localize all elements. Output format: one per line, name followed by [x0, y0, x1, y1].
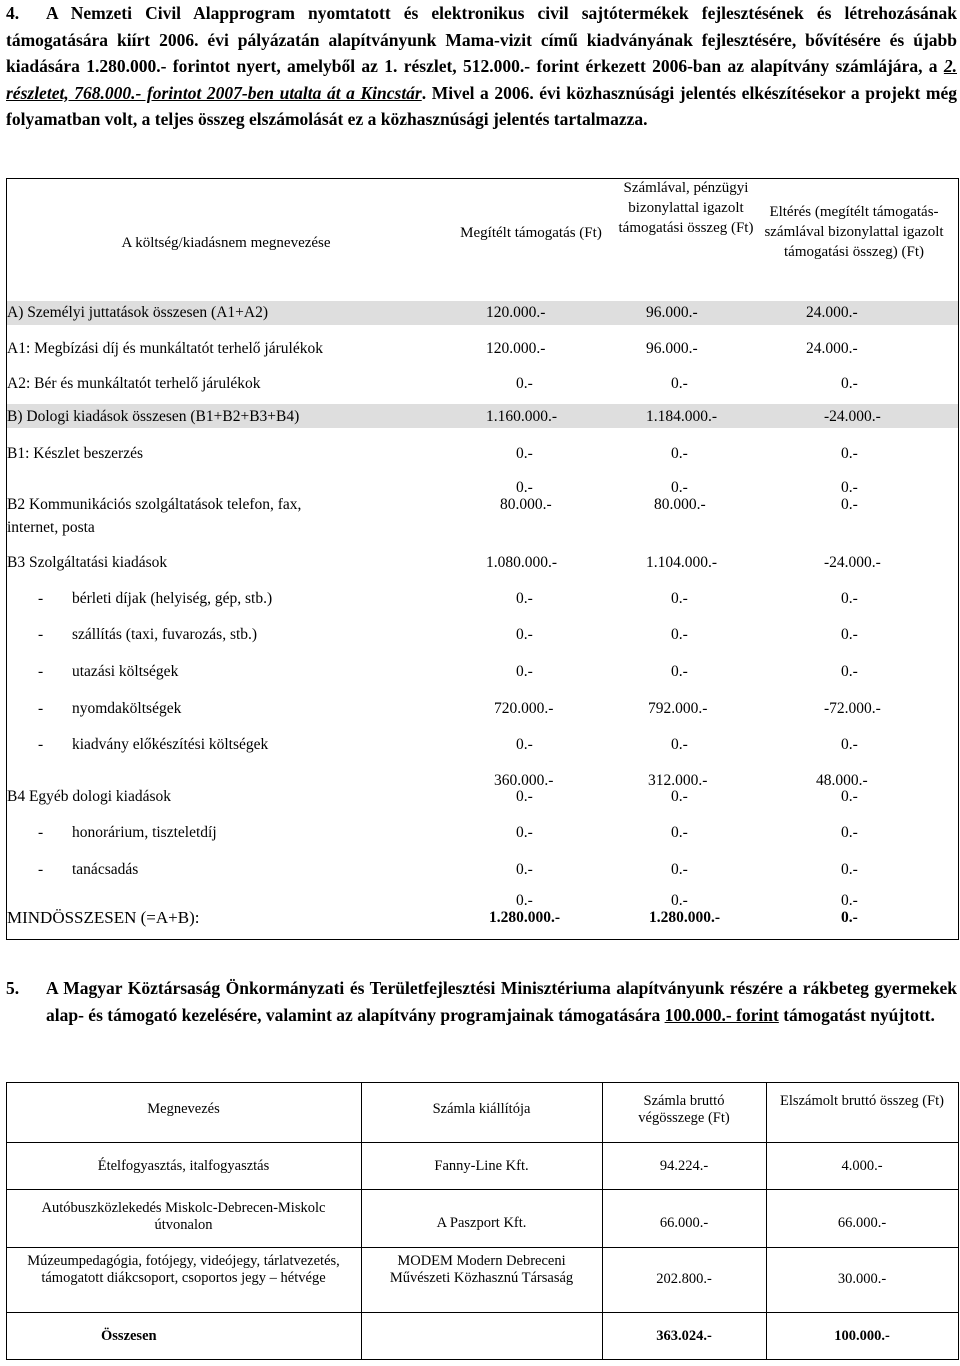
cell-granted: 0.- [516, 590, 533, 607]
paragraph-number: 4. [6, 3, 20, 23]
cell-difference: 0.- [841, 861, 858, 878]
cell-invoiced: 792.000.- [648, 700, 708, 717]
cell-invoiced-pre: 312.000.- [648, 772, 708, 789]
header-settled: Elszámolt bruttó összeg (Ft) [780, 1093, 944, 1109]
dash: - [38, 626, 44, 643]
cell-difference: -24.000.- [824, 554, 881, 571]
row-label: B1: Készlet beszerzés [7, 445, 143, 462]
dash: - [38, 824, 44, 841]
header-invoiced: Számlával, pénzügyi bizonylattal igazolt támogatási összeg (Ft) [618, 180, 754, 236]
table-line [6, 1312, 959, 1313]
grand-total-label: MINDÖSSZESEN (=A+B): [7, 908, 200, 927]
cell-difference: 0.- [841, 590, 858, 607]
row-settled: 66.000.- [837, 1215, 887, 1231]
cell-difference-pre: 0.- [841, 479, 858, 496]
cell-invoiced-pre: 0.- [671, 479, 688, 496]
cell-granted: 0.- [516, 788, 533, 805]
cell-invoiced: 0.- [671, 736, 688, 753]
cell-granted: 80.000.- [500, 496, 552, 513]
row-label: szállítás (taxi, fuvarozás, stb.) [72, 626, 258, 643]
paragraph-text: A Magyar Köztársaság Önkormányzati és Területfejlesztési Minisztériuma alapítványunk részére a rákbeteg gyermekek alap- és támogató kezelésére, valamint az alapítvány programjainak támogatására 100.000.- forint támogatást nyújtott. [46, 978, 957, 1025]
cell-granted: 120.000.- [486, 340, 546, 357]
cell-invoiced: 0.- [671, 375, 688, 392]
row-name: Ételfogyasztás, italfogyasztás [97, 1158, 270, 1174]
header-gross: Számla bruttó végösszege (Ft) [638, 1093, 730, 1126]
cell-invoiced: 80.000.- [654, 496, 706, 513]
cell-granted: 1.160.000.- [486, 408, 558, 425]
table-line [6, 1359, 959, 1360]
header-granted: Megítélt támogatás (Ft) [460, 225, 602, 241]
row-issuer: A Paszport Kft. [436, 1215, 527, 1231]
row-label: B4 Egyéb dologi kiadások [7, 788, 172, 805]
cell-invoiced: 0.- [671, 663, 688, 680]
cell-invoiced: 0.- [671, 788, 688, 805]
cell-granted: 0.- [516, 824, 533, 841]
row-label: A1: Megbízási díj és munkáltatót terhelő járulékok [7, 340, 323, 357]
cell-granted: 0.- [516, 626, 533, 643]
cell-invoiced: 96.000.- [646, 340, 698, 357]
cell-invoiced: 0.- [671, 445, 688, 462]
cell-granted: 1.280.000.- [489, 909, 561, 926]
cell-difference: 0.- [841, 375, 858, 392]
cost-table [6, 178, 959, 940]
row-label: A) Személyi juttatások összesen (A1+A2) [7, 304, 268, 321]
cell-difference: -24.000.- [824, 408, 881, 425]
invoice-table [6, 1082, 959, 1360]
cell-difference: 0.- [841, 824, 858, 841]
underlined-amount: 100.000.- forint [664, 1004, 779, 1025]
cell-difference: 24.000.- [806, 340, 858, 357]
row-name: Múzeumpedagógia, fotójegy, videójegy, tárlatvezetés, támogatott diákcsoport, csoportos jegy – hétvége [27, 1253, 340, 1286]
row-label: tanácsadás [72, 861, 139, 878]
cell-invoiced: 0.- [671, 626, 688, 643]
cell-invoiced: 96.000.- [646, 304, 698, 321]
cell-difference: 0.- [841, 445, 858, 462]
cell-granted: 0.- [516, 375, 533, 392]
row-label: A2: Bér és munkáltatót terhelő járulékok [7, 375, 261, 392]
row-gross: 66.000.- [659, 1215, 709, 1231]
row-settled: 4.000.- [841, 1158, 883, 1174]
row-label: bérleti díjak (helyiség, gép, stb.) [72, 590, 273, 607]
row-gross: 94.224.- [659, 1158, 709, 1174]
cell-invoiced: 1.104.000.- [646, 554, 718, 571]
cell-invoiced: 1.280.000.- [649, 909, 721, 926]
total-label: Összesen [101, 1328, 157, 1344]
cell-granted: 0.- [516, 663, 533, 680]
underlined-italic-text: 2. részletet, 768.000.- forintot 2007-ben utalta át a Kincstár [6, 56, 957, 103]
dash: - [38, 663, 44, 680]
cell-invoiced: 1.184.000.- [646, 408, 718, 425]
header-name: Megnevezés [147, 1101, 220, 1117]
row-label: nyomdaköltségek [72, 700, 182, 717]
cell-difference: 0.- [841, 626, 858, 643]
table-line [6, 1189, 959, 1190]
table-line [6, 1142, 959, 1143]
table-line [6, 1247, 959, 1248]
dash: - [38, 700, 44, 717]
row-label: kiadvány előkészítési költségek [72, 736, 269, 753]
dash: - [38, 736, 44, 753]
cell-difference: 24.000.- [806, 304, 858, 321]
cell-granted: 1.080.000.- [486, 554, 558, 571]
cell-granted: 120.000.- [486, 304, 546, 321]
row-gross: 202.800.- [656, 1271, 712, 1287]
cell-difference: 0.- [841, 496, 858, 513]
cell-difference: 0.- [841, 788, 858, 805]
cell-difference: 0.- [841, 663, 858, 680]
row-settled: 30.000.- [837, 1271, 887, 1287]
cell-difference: -72.000.- [824, 700, 881, 717]
paragraph-5 [6, 975, 957, 1028]
cell-invoiced-pre: 0.- [671, 892, 688, 909]
row-issuer: MODEM Modern Debreceni Művészeti Közhasznú Társaság [389, 1253, 574, 1286]
row-name: Autóbuszközlekedés Miskolc-Debrecen-Miskolc útvonalon [41, 1200, 326, 1233]
cell-granted-pre: 360.000.- [494, 772, 554, 789]
header-issuer: Számla kiállítója [432, 1101, 531, 1117]
header-cost-name: A költség/kiadásnem megnevezése [121, 235, 331, 251]
row-label-continued: internet, posta [7, 519, 95, 536]
cell-invoiced: 0.- [671, 861, 688, 878]
row-label: utazási költségek [72, 663, 179, 680]
paragraph-4 [6, 0, 957, 133]
dash: - [38, 590, 44, 607]
total-gross: 363.024.- [656, 1328, 712, 1344]
cell-invoiced: 0.- [671, 590, 688, 607]
cell-difference-pre: 48.000.- [816, 772, 868, 789]
cell-granted: 0.- [516, 445, 533, 462]
cell-granted: 720.000.- [494, 700, 554, 717]
paragraph-text: A Nemzeti Civil Alapprogram nyomtatott és elektronikus civil sajtótermékek fejlesztésének és létrehozásának támogatására kiírt 2006. évi pályázatán alapítványunk Mama-vizit című kiadványának fejlesztésére, bővítésére és újabb kiadására 1.280.000.- forintot nyert, amelyből az 1. részlet, 512.000.- forint érkezett 2006-ban az alapítvány számlájára, a 2. részletet, 768.000.- forintot 2007-ben utalta át a Kincstár. Mivel a 2006. évi közhasznúsági jelentés elkészítésekor a projekt még folyamatban volt, a teljes összeg elszámolását ez a közhasznúsági jelentés tartalmazza. [6, 3, 957, 129]
paragraph-number: 5. [6, 978, 20, 998]
cell-granted: 0.- [516, 736, 533, 753]
header-difference: Eltérés (megítélt támogatás- számlával bizonylattal igazolt támogatási összeg) (Ft) [764, 204, 944, 260]
dash: - [38, 861, 44, 878]
row-label: B) Dologi kiadások összesen (B1+B2+B3+B4) [7, 408, 300, 425]
row-issuer: Fanny-Line Kft. [434, 1158, 529, 1174]
cell-difference-pre: 0.- [841, 892, 858, 909]
table-line [6, 1082, 7, 1360]
table-line [6, 1082, 959, 1083]
cell-difference: 0.- [841, 909, 858, 926]
cell-granted-pre: 0.- [516, 892, 533, 909]
total-settled: 100.000.- [834, 1328, 890, 1344]
cell-difference: 0.- [841, 736, 858, 753]
cell-invoiced: 0.- [671, 824, 688, 841]
row-label: B3 Szolgáltatási kiadások [7, 554, 168, 571]
table-line [958, 1082, 959, 1360]
cell-granted: 0.- [516, 861, 533, 878]
row-label: B2 Kommunikációs szolgáltatások telefon, fax, [7, 496, 302, 513]
cell-granted-pre: 0.- [516, 479, 533, 496]
row-label: honorárium, tiszteletdíj [72, 824, 217, 841]
